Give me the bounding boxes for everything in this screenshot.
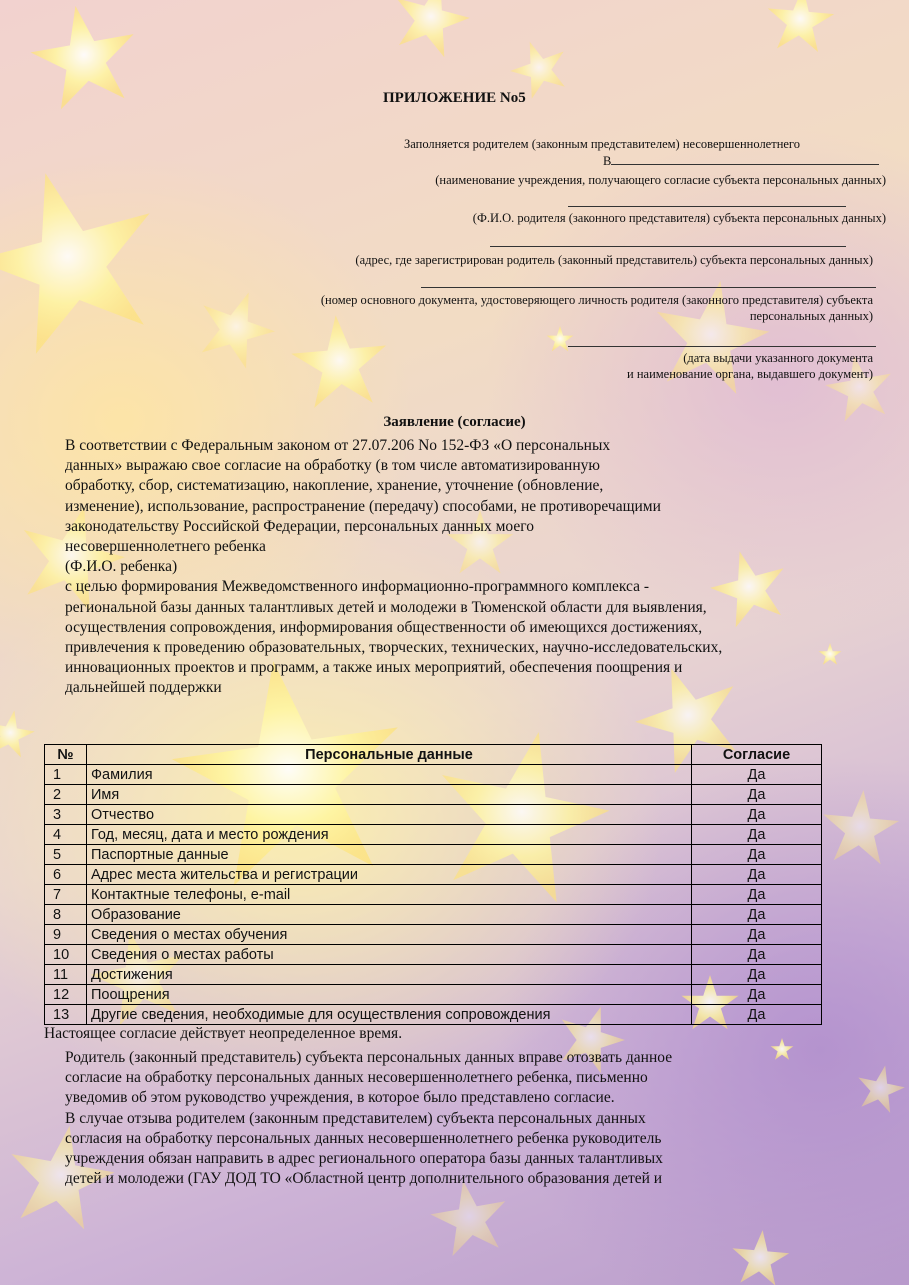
- statement-line: дальнейшей поддержки: [65, 679, 222, 697]
- row-number: 2: [45, 785, 87, 805]
- row-consent: Да: [692, 765, 822, 785]
- table-row: [45, 765, 822, 785]
- row-number: 9: [45, 925, 87, 945]
- table-header-row: [45, 745, 822, 765]
- table-row: [45, 925, 822, 945]
- row-data-item: Паспортные данные: [87, 845, 692, 865]
- row-consent: Да: [692, 1005, 822, 1025]
- table-row: [45, 865, 822, 885]
- table-row: [45, 985, 822, 1005]
- revocation-line: учреждения обязан направить в адрес регионального оператора базы данных талантливых: [65, 1150, 663, 1168]
- address-blank: [490, 246, 846, 247]
- table-row: [45, 1005, 822, 1025]
- personal-data-table: [44, 744, 822, 1025]
- statement-line: привлечения к проведению образовательных, творческих, технических, научно-исследовательских,: [65, 639, 723, 657]
- table-row: [45, 845, 822, 865]
- issue-caption-2: и наименование органа, выдавшего документ): [627, 367, 873, 381]
- statement-line: законодательству Российской Федерации, персональных данных моего: [65, 517, 534, 535]
- row-consent: Да: [692, 925, 822, 945]
- table-row: [45, 965, 822, 985]
- row-consent: Да: [692, 825, 822, 845]
- revocation-line: уведомив об этом руководство учреждения, в которое было представлено согласие.: [65, 1089, 615, 1107]
- table-row: [45, 905, 822, 925]
- statement-line: с целью формирования Межведомственного информационно-программного комплекса -: [65, 578, 650, 596]
- row-consent: Да: [692, 865, 822, 885]
- statement-line: осуществления сопровождения, информирования общественности об имеющихся достижениях,: [65, 618, 703, 636]
- row-consent: Да: [692, 945, 822, 965]
- row-number: 13: [45, 1005, 87, 1025]
- table-row: [45, 785, 822, 805]
- revocation-body: [65, 1048, 865, 1189]
- table-row: [45, 885, 822, 905]
- row-consent: Да: [692, 905, 822, 925]
- statement-line: инновационных проектов и программ, а также иных мероприятий, обеспечения поощрения и: [65, 659, 683, 677]
- institution-caption: (наименование учреждения, получающего согласие субъекта персональных данных): [435, 173, 886, 187]
- row-data-item: Достижения: [87, 965, 692, 985]
- row-data-item: Отчество: [87, 805, 692, 825]
- revocation-line: детей и молодежи (ГАУ ДОД ТО «Областной центр дополнительного образования детей и: [65, 1170, 663, 1188]
- row-consent: Да: [692, 985, 822, 1005]
- row-data-item: Имя: [87, 785, 692, 805]
- row-number: 4: [45, 825, 87, 845]
- parent-name-blank: [568, 206, 846, 207]
- revocation-line: Родитель (законный представитель) субъекта персональных данных вправе отозвать данное: [65, 1049, 673, 1066]
- row-data-item: Поощрения: [87, 985, 692, 1005]
- table-row: [45, 945, 822, 965]
- row-consent: Да: [692, 965, 822, 985]
- statement-body: [65, 436, 865, 699]
- row-data-item: Сведения о местах работы: [87, 945, 692, 965]
- row-number: 5: [45, 845, 87, 865]
- statement-line: данных» выражаю свое согласие на обработку (в том числе автоматизированную: [65, 457, 600, 475]
- statement-title: Заявление (согласие): [383, 414, 526, 430]
- table-row: [45, 805, 822, 825]
- document-caption-2: персональных данных): [749, 309, 873, 323]
- table-row: [45, 825, 822, 845]
- row-consent: Да: [692, 885, 822, 905]
- document-blank: [421, 287, 876, 288]
- address-caption: (адрес, где зарегистрирован родитель (законный представитель) субъекта персональных данных): [355, 253, 873, 267]
- row-number: 6: [45, 865, 87, 885]
- row-data-item: Год, месяц, дата и место рождения: [87, 825, 692, 845]
- validity-statement: Настоящее согласие действует неопределенное время.: [44, 1025, 403, 1042]
- issue-blank: [568, 346, 876, 347]
- header-number: №: [45, 745, 87, 765]
- statement-line: обработку, сбор, систематизацию, накопление, хранение, уточнение (обновление,: [65, 477, 604, 495]
- row-number: 1: [45, 765, 87, 785]
- row-number: 3: [45, 805, 87, 825]
- statement-line: В соответствии с Федеральным законом от 27.07.206 No 152-ФЗ «О персональных: [65, 437, 611, 454]
- row-consent: Да: [692, 845, 822, 865]
- institution-blank: [611, 152, 879, 165]
- issue-caption-1: (дата выдачи указанного документа: [683, 351, 873, 365]
- parent-name-caption: (Ф.И.О. родителя (законного представителя) субъекта персональных данных): [472, 211, 886, 225]
- header-consent: Согласие: [692, 745, 822, 765]
- row-number: 8: [45, 905, 87, 925]
- header-personal-data: Персональные данные: [87, 745, 692, 765]
- document-caption-1: (номер основного документа, удостоверяющего личность родителя (законного представителя) субъекта: [320, 293, 873, 307]
- revocation-line: согласия на обработку персональных данных несовершеннолетнего ребенка руководитель: [65, 1129, 662, 1147]
- row-consent: Да: [692, 805, 822, 825]
- revocation-line: В случае отзыва родителем (законным представителем) субъекта персональных данных: [65, 1109, 646, 1127]
- row-data-item: Адрес места жительства и регистрации: [87, 865, 692, 885]
- row-data-item: Фамилия: [87, 765, 692, 785]
- row-number: 7: [45, 885, 87, 905]
- statement-line: региональной базы данных талантливых детей и молодежи в Тюменской области для выявления,: [65, 598, 707, 616]
- row-data-item: Сведения о местах обучения: [87, 925, 692, 945]
- row-data-item: Другие сведения, необходимые для осуществления сопровождения: [87, 1005, 692, 1025]
- row-consent: Да: [692, 785, 822, 805]
- row-number: 10: [45, 945, 87, 965]
- row-number: 12: [45, 985, 87, 1005]
- row-data-item: Контактные телефоны, e-mail: [87, 885, 692, 905]
- row-data-item: Образование: [87, 905, 692, 925]
- revocation-line: согласие на обработку персональных данных несовершеннолетнего ребенка, письменно: [65, 1069, 648, 1087]
- statement-line: (Ф.И.О. ребенка): [65, 558, 178, 576]
- appendix-title: ПРИЛОЖЕНИЕ No5: [383, 90, 526, 106]
- institution-line: [603, 152, 879, 169]
- statement-line: несовершеннолетнего ребенка: [65, 538, 266, 556]
- row-number: 11: [45, 965, 87, 985]
- in-prefix: В: [603, 154, 612, 168]
- statement-line: изменение), использование, распространение (передачу) способами, не противоречащими: [65, 497, 661, 515]
- filled-by-note: Заполняется родителем (законным представителем) несовершеннолетнего: [404, 137, 800, 151]
